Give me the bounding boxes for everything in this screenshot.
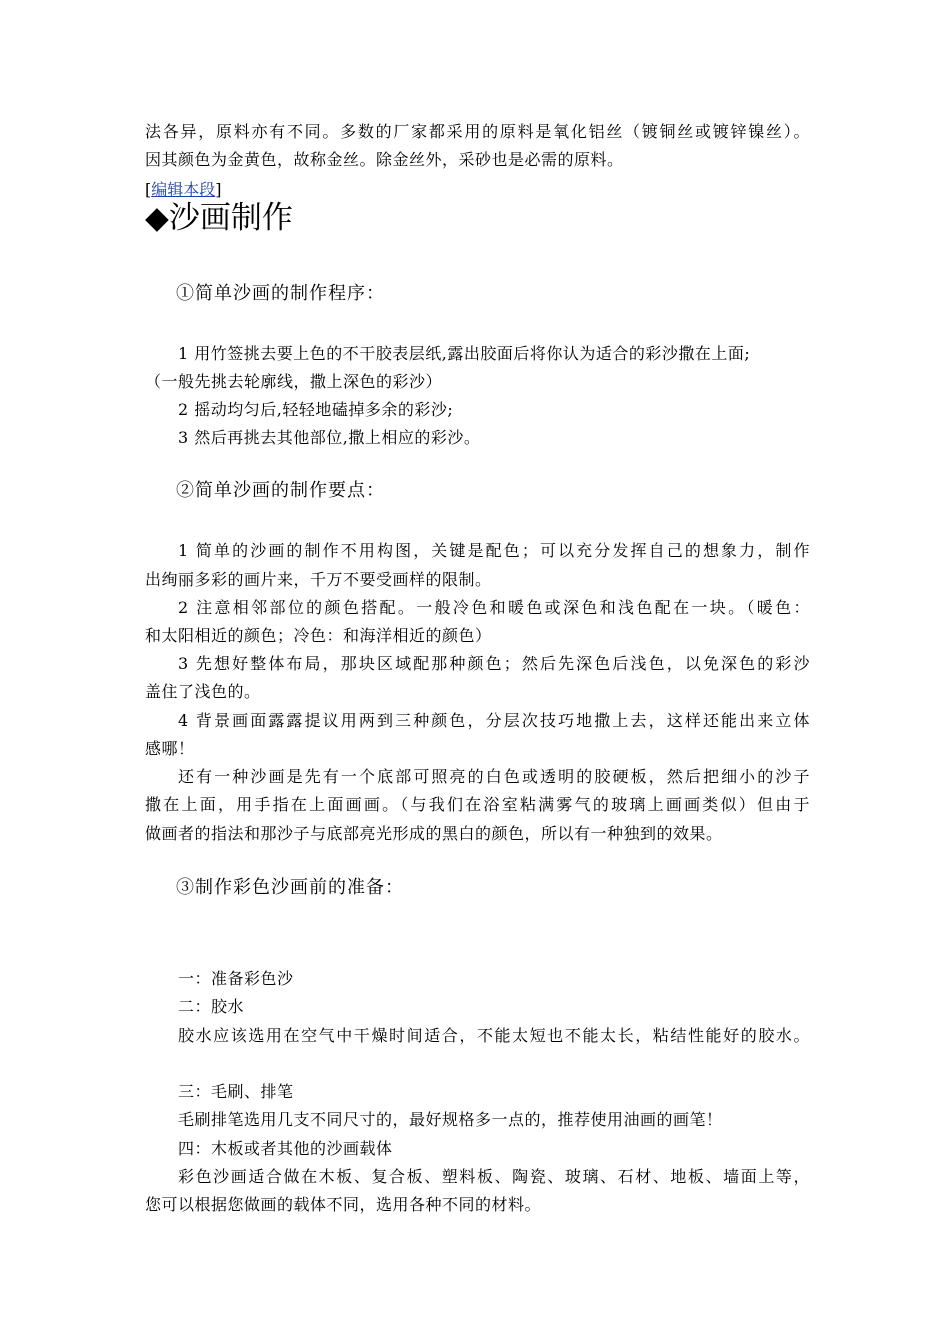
- part3-line-6: 四：木板或者其他的沙画载体: [178, 1139, 393, 1158]
- part3-line-3: 胶水应该选用在空气中干燥时间适合，不能太短也不能太长，粘结性能好的胶水。: [178, 1026, 810, 1045]
- part3-line-1: 一：准备彩色沙: [178, 969, 294, 988]
- part2-line-2: 出绚丽多彩的画片来，千万不要受画样的限制。: [145, 570, 492, 589]
- section-title: ◆沙画制作: [145, 200, 293, 236]
- part3-line-8: 您可以根据您做画的载体不同，选用各种不同的材料。: [145, 1195, 542, 1214]
- document-page: [145, 0, 810, 1344]
- part2-line-11: 做画者的指法和那沙子与底部亮光形成的黑白的颜色，所以有一种独到的效果。: [145, 824, 723, 843]
- part2-line-9: 还有一种沙画是先有一个底部可照亮的白色或透明的胶硬板，然后把细小的沙子: [178, 767, 810, 786]
- part2-line-1: 1 简单的沙画的制作不用构图，关键是配色；可以充分发挥自己的想象力，制作: [178, 541, 810, 560]
- part2-line-4: 和太阳相近的颜色；冷色：和海洋相近的颜色）: [145, 626, 492, 645]
- part2-line-7: 4 背景画面露露提议用两到三种颜色，分层次技巧地撒上去，这样还能出来立体: [178, 711, 810, 730]
- edit-link-close-bracket: ]: [215, 180, 222, 199]
- part3-line-4: 三：毛刷、排笔: [178, 1082, 294, 1101]
- edit-link-open-bracket: [: [145, 180, 152, 199]
- part3-line-2: 二：胶水: [178, 997, 245, 1016]
- part2-line-8: 感哪！: [145, 739, 195, 758]
- part1-line-1: 1 用竹签挑去要上色的不干胶表层纸,露出胶面后将你认为适合的彩沙撒在上面;: [178, 344, 751, 363]
- part1-heading: ①简单沙画的制作程序：: [176, 283, 385, 304]
- part2-line-10: 撒在上面，用手指在上面画画。（与我们在浴室粘满雾气的玻璃上画画类似）但由于: [145, 795, 810, 814]
- part2-line-6: 盖住了浅色的。: [145, 682, 261, 701]
- intro-line-1: 法各异，原料亦有不同。多数的厂家都采用的原料是氧化铝丝（镀铜丝或镀锌镍丝）。: [145, 122, 810, 141]
- part2-heading: ②简单沙画的制作要点：: [176, 480, 385, 501]
- part3-line-5: 毛刷排笔选用几支不同尺寸的，最好规格多一点的，推荐使用油画的画笔！: [178, 1110, 723, 1129]
- part2-line-5: 3 先想好整体布局，那块区域配那种颜色；然后先深色后浅色，以免深色的彩沙: [178, 654, 810, 673]
- part1-line-2: （一般先挑去轮廓线，撒上深色的彩沙）: [145, 372, 443, 391]
- part1-line-3: 2 摇动均匀后,轻轻地磕掉多余的彩沙;: [178, 400, 454, 419]
- part2-line-3: 2 注意相邻部位的颜色搭配。一般冷色和暖色或深色和浅色配在一块。（暖色：: [178, 598, 810, 617]
- part3-line-7: 彩色沙画适合做在木板、复合板、塑料板、陶瓷、玻璃、石材、地板、墙面上等，: [178, 1167, 810, 1186]
- part3-heading: ③制作彩色沙画前的准备：: [176, 877, 404, 898]
- part1-line-4: 3 然后再挑去其他部位,撒上相应的彩沙。: [178, 428, 481, 447]
- intro-line-2: 因其颜色为金黄色，故称金丝。除金丝外，采砂也是必需的原料。: [145, 150, 624, 169]
- edit-link-label[interactable]: 编辑本段: [151, 180, 216, 199]
